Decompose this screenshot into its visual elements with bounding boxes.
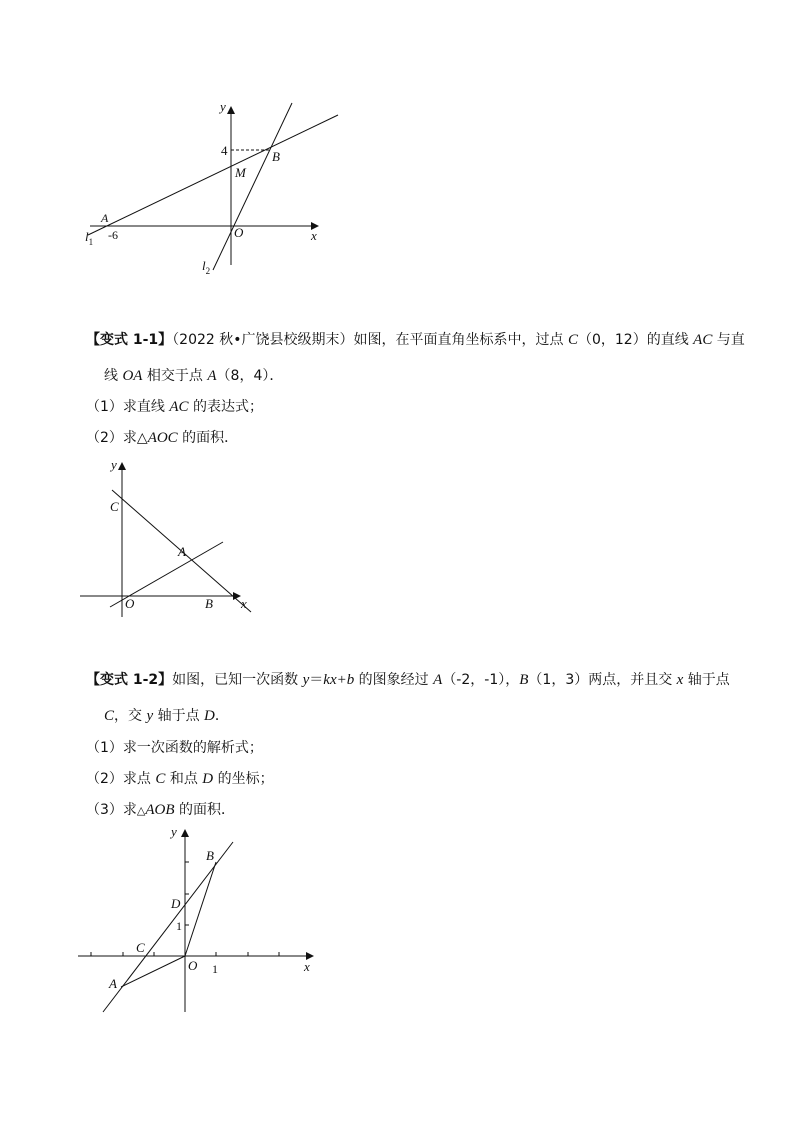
origin-label: O xyxy=(188,958,198,973)
exercise-1-1-question-1: （1）求直线 AC 的表达式； xyxy=(86,399,263,415)
exercise-1-2-question-3: （3）求△AOB 的面积． xyxy=(86,802,236,818)
exercise-1-1-heading: 【变式 1-1】 xyxy=(86,332,173,348)
origin-label: O xyxy=(234,225,244,240)
figure-2 xyxy=(75,455,265,620)
point-a-label: A xyxy=(109,976,117,991)
figure-1-svg xyxy=(80,95,350,285)
l1-label: $l_1$ xyxy=(85,229,94,247)
y-label: y xyxy=(111,457,117,472)
point-m-label: M xyxy=(235,165,246,180)
point-a-label: A xyxy=(178,544,186,559)
point-c-label: C xyxy=(136,940,145,955)
exercise-1-2-line-2: C，交 y 轴于点 D． xyxy=(104,708,229,724)
figure-3 xyxy=(75,822,325,1017)
exercise-1-2-question-2: （2）求点 C 和点 D 的坐标； xyxy=(86,771,274,787)
origin-label: O xyxy=(125,596,135,611)
tick-1-x: 1 xyxy=(212,962,218,976)
exercise-1-1: 【变式 1-1】（2022 秋•广饶县校级期末）如图，在平面直角坐标系中，过点 C（0，12）的直线 AC 与直 xyxy=(86,332,745,348)
tick-neg6: -6 xyxy=(108,228,118,242)
exercise-1-2: 【变式 1-2】如图，已知一次函数 y＝kx+b 的图象经过 A（-2，-1），B（1，3）两点，并且交 x 轴于点 xyxy=(86,672,730,688)
y-label: y xyxy=(220,99,226,114)
tick-4: 4 xyxy=(221,143,228,158)
tick-1-y: 1 xyxy=(176,919,182,933)
segment-oa xyxy=(121,956,185,987)
l2-label: $l_2$ xyxy=(202,258,211,276)
exercise-1-2-question-1: （1）求一次函数的解析式； xyxy=(86,740,263,756)
line-l2 xyxy=(213,103,292,270)
point-b-label: B xyxy=(205,596,213,611)
point-d-label: D xyxy=(171,896,181,911)
exercise-1-1-source: （2022 秋•广饶县校级期末） xyxy=(172,332,354,348)
exercise-1-2-heading: 【变式 1-2】 xyxy=(86,672,173,688)
point-a-label: A xyxy=(101,211,109,225)
figure-1 xyxy=(80,95,350,285)
point-c-label: C xyxy=(110,499,119,514)
point-b-label: B xyxy=(206,848,214,863)
exercise-1-1-line-2: 线 OA 相交于点 A（8，4）． xyxy=(104,368,284,384)
y-label: y xyxy=(171,824,177,839)
x-label: x xyxy=(304,959,310,974)
x-label: x xyxy=(311,228,317,243)
figure-3-svg xyxy=(75,822,325,1017)
x-label: x xyxy=(241,596,247,611)
figure-2-svg xyxy=(75,455,265,620)
segment-ob xyxy=(185,862,216,956)
exercise-1-1-question-2: （2）求△AOC 的面积． xyxy=(86,430,239,446)
point-b-label: B xyxy=(272,149,280,164)
y-ticks xyxy=(185,862,189,925)
line-l1 xyxy=(88,115,338,235)
